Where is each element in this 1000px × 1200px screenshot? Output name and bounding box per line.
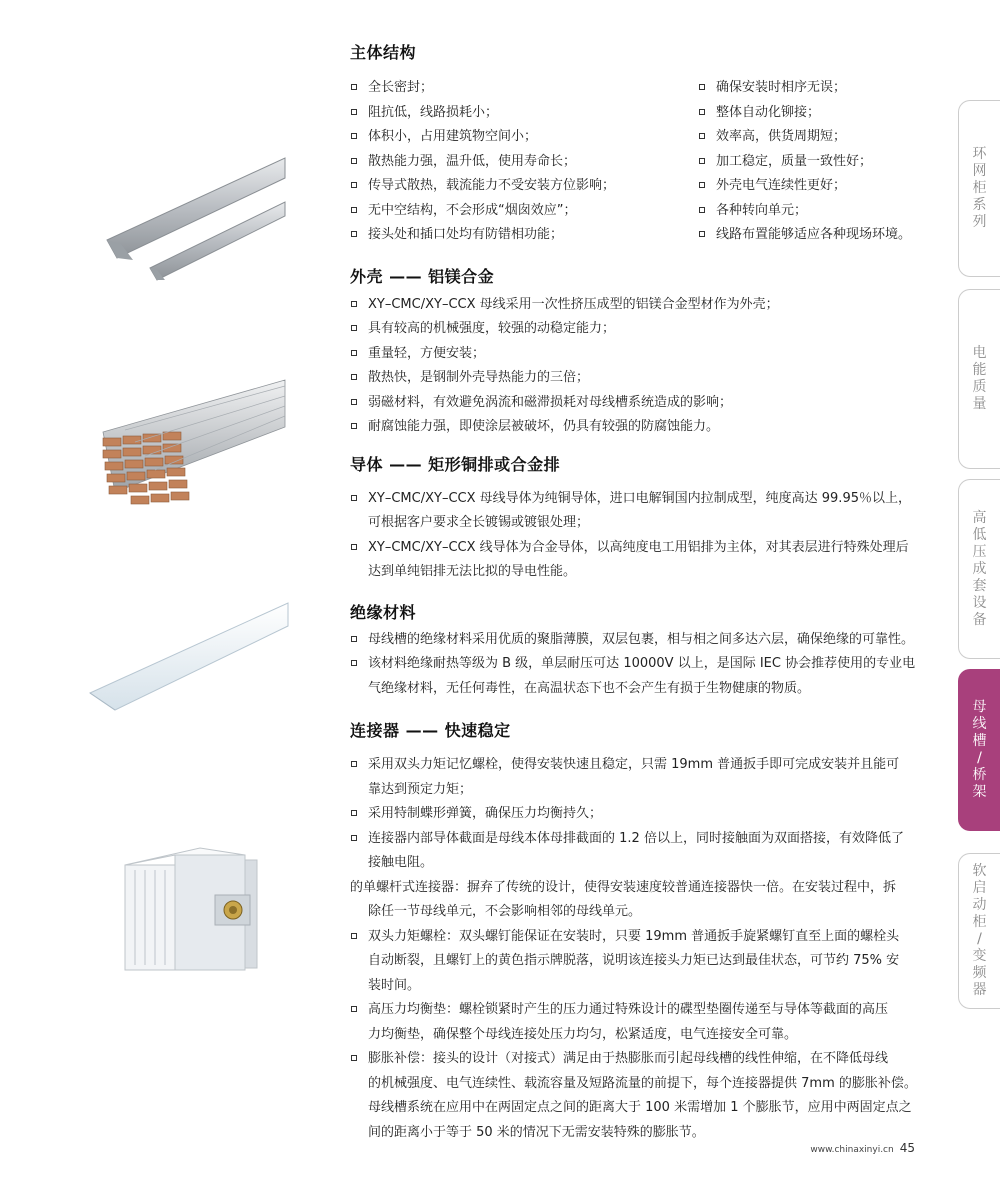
tab-switchgear[interactable] [958,479,1000,659]
tab-char: 架 [972,784,987,800]
tab-char: 软 [972,863,987,879]
tab-char: 器 [972,982,987,998]
list-item [350,628,920,653]
tab-char: 柜 [972,914,987,930]
line: 的单螺杆式连接器：摒弃了传统的设计，使得安装速度较普通连接器快一倍。在安装过程中，拆 [350,879,897,895]
list-item [350,998,920,1047]
shell-list [350,293,920,440]
tab-char: 低 [972,526,987,543]
list-item: 无中空结构，不会形成“烟囱效应”； [350,199,698,224]
tab-char: 网 [972,163,987,179]
tab-char: 母 [972,699,987,715]
line: 母线槽的绝缘材料采用优质的聚脂薄膜，双层包裹，相与相之间多达六层，确保绝缘的可靠性。 [368,631,915,647]
list-item: 外壳电气连续性更好； [698,174,920,199]
list-item: XY–CMC/XY–CCX 母线采用一次性挤压成型的铝镁合金型材作为外壳； [350,293,920,318]
page-footer [800,1141,915,1155]
line: 自动断裂，且螺钉上的黄色指示牌脱落，说明该连接头力矩已达到最佳状态，可节约 75% 安 [368,953,900,968]
tab-ring-main-unit[interactable] [958,100,1000,277]
list-item: 效率高，供货周期短； [698,125,920,150]
line: 采用双头力矩记忆螺栓，使得安装快速且稳定，只需 19mm 普通扳手即可完成安装并且能可 [368,757,900,772]
main-right-list [698,76,920,248]
list-item [350,802,920,827]
tab-char: 列 [972,214,987,230]
list-item [350,925,920,999]
list-item: 确保安装时相序无误； [698,76,920,101]
aluminum-profile-image [95,150,290,285]
conductor-list [350,487,920,585]
line: 双头力矩螺栓：双头螺钉能保证在安装时，只要 19mm 普通扳手旋紧螺钉直至上面的螺栓头 [368,928,900,944]
line: 的机械强度、电气连续性、载流容量及短路流量的前提下，每个连接器提供 7mm 的膨胀补偿。 [368,1075,917,1091]
section-insulation [350,600,920,702]
connector-image [120,840,270,975]
list-item: 弱磁材料，有效避免涡流和磁滞损耗对母线槽系统造成的影响； [350,391,920,416]
section-connector [350,718,920,1145]
line: 该材料绝缘耐热等级为 B 级，单层耐压可达 10000V 以上，是国际 IEC 协会推荐使用的专业电 [368,656,916,671]
line: XY–CMC/XY–CCX 母线导体为纯铜导体，进口电解铜国内拉制成型，纯度高达 99.95％以上， [368,490,911,506]
line: XY–CMC/XY–CCX 线导体为合金导体，以高纯度电工用铝排为主体，对其表层进行特殊处理后 [368,539,909,555]
list-item: 整体自动化铆接； [698,101,920,126]
connector-list [350,753,920,1145]
section-shell [350,264,920,440]
section-conductor [350,452,920,585]
line: 达到单纯铝排无法比拟的导电性能。 [368,564,577,579]
main-content [350,40,920,1145]
tab-char: 质 [972,379,987,395]
tab-char: 启 [972,880,987,896]
list-item: 耐腐蚀能力强，即使涂层被破坏，仍具有较强的防腐蚀能力。 [350,415,920,440]
line: 除任一节母线单元，不会影响相邻的母线单元。 [368,904,642,919]
tab-char: 环 [972,146,987,162]
tab-char: 高 [972,509,987,526]
list-item [350,1047,920,1145]
tab-char: 动 [972,897,987,913]
section-title-main: 主体结构 [350,43,417,62]
tab-char: 压 [972,543,987,560]
line: 间的距离小于等于 50 米的情况下无需安装特殊的膨胀节。 [368,1124,705,1140]
line: 膨胀补偿：接头的设计（对接式）满足由于热膨胀而引起母线槽的线性伸缩，在不降低母线 [368,1051,889,1066]
list-item: 接头处和插口处均有防错相功能； [350,223,698,248]
list-item [350,827,920,876]
line: 高压力均衡垫：螺栓锁紧时产生的压力通过特殊设计的碟型垫圈传递至与导体等截面的高压 [368,1002,889,1017]
list-item [350,652,920,701]
tab-char: 柜 [972,180,987,196]
tab-soft-starter-vfd[interactable] [958,853,1000,1009]
section-title-connector: 连接器 —— 快速稳定 [350,721,511,740]
line: 连接器内部导体截面是母线本体母排截面的 1.2 倍以上，同时接触面为双面搭接，有效降低了 [368,830,904,846]
tab-char: / [977,931,982,947]
section-title-conductor: 导体 —— 矩形铜排或合金排 [350,454,561,474]
tab-char: 设 [972,594,987,611]
list-item: 加工稳定，质量一致性好； [698,150,920,175]
line: 接触电阻。 [368,855,434,870]
tab-char: 套 [972,577,987,594]
line: 可根据客户要求全长镀锡或镀银处理； [368,515,590,530]
list-item: 体积小，占用建筑物空间小； [350,125,698,150]
list-item [350,753,920,802]
line: 母线槽系统在应用中在两固定点之间的距离大于 100 米需增加 1 个膨胀节，应用中两固定点之 [368,1100,912,1115]
line: 装时间。 [368,977,421,993]
tab-char: 系 [972,197,987,213]
line: 采用特制蝶形弹簧，确保压力均衡持久； [368,806,603,821]
website-url: www.chinaxinyi.cn [810,1145,894,1155]
tab-char: 备 [972,611,987,628]
tab-char: 槽 [972,733,987,749]
copper-busbar-bundle-image [95,372,290,517]
list-item: 阻抗低，线路损耗小； [350,101,698,126]
tab-char: / [977,750,982,766]
tab-char: 成 [972,560,987,577]
list-item: 线路布置能够适应各种现场环境。 [698,223,920,248]
tab-power-quality[interactable] [958,289,1000,469]
tab-char: 变 [972,948,987,964]
list-item: 传导式散热，载流能力不受安装方位影响； [350,174,698,199]
insulation-film-image [85,598,290,713]
insulation-list [350,628,920,702]
tab-char: 频 [972,965,987,981]
tab-char: 线 [972,716,987,732]
list-item [350,876,920,925]
tab-char: 电 [972,345,987,361]
tab-char: 量 [972,396,987,412]
list-item: 重量轻，方便安装； [350,342,920,367]
line: 靠达到预定力矩； [368,781,473,797]
section-title-shell: 外壳 —— 铝镁合金 [350,266,495,286]
list-item: 散热快，是钢制外壳导热能力的三倍； [350,366,920,391]
list-item: 散热能力强，温升低，使用寿命长； [350,150,698,175]
line: 气绝缘材料，无任何毒性，在高温状态下也不会产生有损于生物健康的物质。 [368,680,811,696]
tab-char: 桥 [972,767,987,783]
line: 力均衡垫，确保整个母线连接处压力均匀，松紧适度，电气连接安全可靠。 [368,1026,798,1042]
section-title-insulation: 绝缘材料 [350,602,417,622]
tab-char: 能 [972,362,987,378]
list-item: 具有较高的机械强度，较强的动稳定能力； [350,317,920,342]
list-item [350,536,920,585]
list-item: 全长密封； [350,76,698,101]
section-main-structure [350,40,920,248]
list-item [350,487,920,536]
page-number: 45 [899,1141,915,1155]
tab-busway-tray[interactable] [958,669,1000,831]
list-item: 各种转向单元； [698,199,920,224]
main-left-list [350,76,698,248]
